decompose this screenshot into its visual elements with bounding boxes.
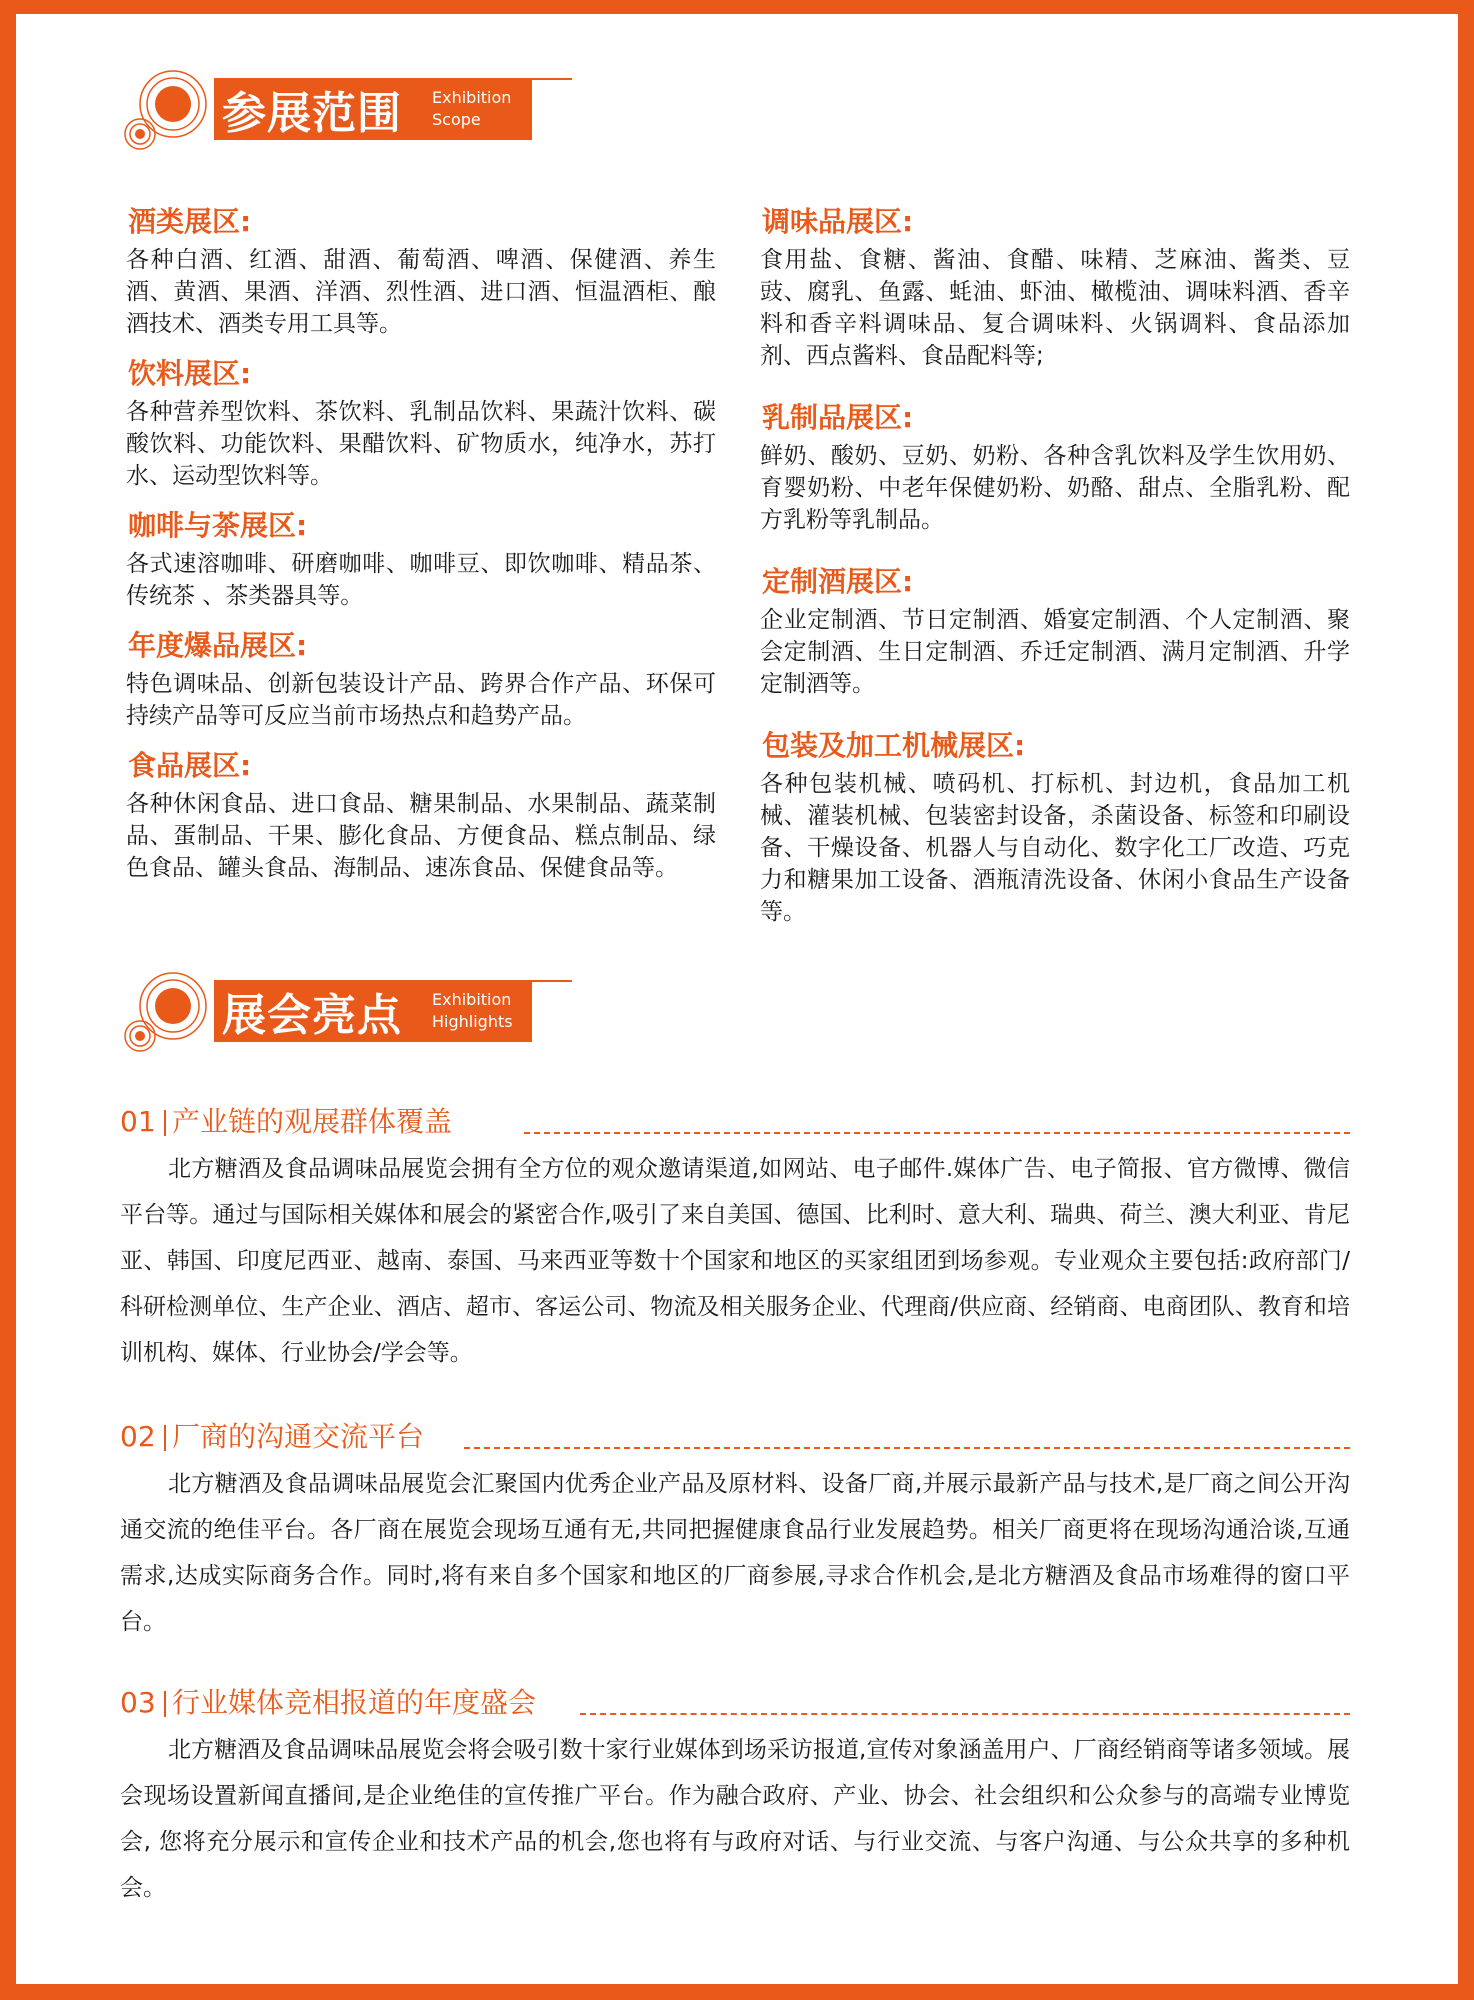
category-description: 各种营养型饮料、茶饮料、乳制品饮料、果蔬汁饮料、碳酸饮料、功能饮料、果醋饮料、矿物质水，纯净水，苏打水、运动型饮料等。 [126,399,716,489]
left-category-column [126,202,716,898]
highlight-text: 北方糖酒及食品调味品展览会汇聚国内优秀企业产品及原材料、设备厂商,并展示最新产品与技术,是厂商之间公开沟通交流的绝佳平台。各厂商在展览会现场互通有无,共同把握健康食品行业发展趋势。相关厂商更将在现场沟通洽谈,互通需求,达成实际商务合作。同时,将有来自多个国家和地区的厂商参展,寻求合作机会,是北方糖酒及食品市场难得的窗口平台。 [120,1471,1350,1635]
highlight-heading [120,1683,1350,1723]
category-description: 各种休闲食品、进口食品、糖果制品、水果制品、蔬菜制品、蛋制品、干果、膨化食品、方便食品、糕点制品、绿色食品、罐头食品、海制品、速冻食品、保健食品等。 [126,791,716,881]
category-title: 饮料展区: [128,357,252,390]
category-description: 企业定制酒、节日定制酒、婚宴定制酒、个人定制酒、聚会定制酒、生日定制酒、乔迁定制酒、满月定制酒、升学定制酒等。 [760,607,1350,697]
highlight-number: 01 [120,1105,156,1138]
section-subtitle [432,87,511,131]
highlight-title: 产业链的观展群体覆盖 [172,1105,453,1138]
section-subtitle-line1: Exhibition [432,88,512,107]
highlight-block [120,1683,1350,1911]
highlight-text: 北方糖酒及食品调味品展览会拥有全方位的观众邀请渠道,如网站、电子邮件.媒体广告、电子简报、官方微博、微信平台等。通过与国际相关媒体和展会的紧密合作,吸引了来自美国、德国、比利时、意大利、瑞典、荷兰、澳大利亚、肯尼亚、韩国、印度尼西亚、越南、泰国、马来西亚等数十个国家和地区的买家组团到场参观。专业观众主要包括:政府部门/科研检测单位、生产企业、酒店、超市、客运公司、物流及相关服务企业、代理商/供应商、经销商、电商团队、教育和培训机构、媒体、行业协会/学会等。 [120,1156,1350,1366]
section-banner [214,980,532,1042]
category-block [760,202,1350,372]
highlight-divider [164,1425,166,1451]
banner-rule [532,980,572,982]
category-block [760,398,1350,536]
category-block [760,562,1350,700]
highlight-heading [120,1102,1350,1142]
highlight-block [120,1102,1350,1376]
category-description: 各种包装机械、喷码机、打标机、封边机，食品加工机械、灌装机械、包装密封设备，杀菌设备、标签和印刷设备、干燥设备、机器人与自动化、数字化工厂改造、巧克力和糖果加工设备、酒瓶清洗设备、休闲小食品生产设备等。 [760,771,1350,925]
dotted-rule [524,1132,1350,1134]
dotted-rule [580,1713,1350,1715]
category-title: 咖啡与茶展区: [128,509,308,542]
highlight-heading [120,1417,1350,1457]
category-block [126,354,716,492]
category-block [126,626,716,732]
highlight-number: 03 [120,1686,156,1719]
highlight-block [120,1417,1350,1645]
category-block [126,202,716,340]
category-title: 食品展区: [128,749,252,782]
right-category-column [760,202,1350,942]
highlight-text: 北方糖酒及食品调味品展览会将会吸引数十家行业媒体到场采访报道,宣传对象涵盖用户、厂商经销商等诸多领域。展会现场设置新闻直播间,是企业绝佳的宣传推广平台。作为融合政府、产业、协会、社会组织和公众参与的高端专业博览会, 您将充分展示和宣传企业和技术产品的机会,您也将有与政府对话、与行业交流、与客户沟通、与公众共享的多种机会。 [120,1737,1350,1901]
section-subtitle-line1: Exhibition [432,990,512,1009]
category-description: 各式速溶咖啡、研磨咖啡、咖啡豆、即饮咖啡、精品茶、传统茶 、茶类器具等。 [126,551,716,609]
category-block [126,746,716,884]
section-subtitle-line2: Highlights [432,1012,513,1031]
category-description: 特色调味品、创新包装设计产品、跨界合作产品、环保可持续产品等可反应当前市场热点和趋势产品。 [126,671,716,729]
category-block [126,506,716,612]
category-title: 年度爆品展区: [128,629,308,662]
highlight-title: 厂商的沟通交流平台 [172,1420,425,1453]
category-title: 酒类展区: [128,205,252,238]
highlight-divider [164,1691,166,1717]
highlight-number: 02 [120,1420,156,1453]
category-title: 调味品展区: [762,205,914,238]
section-subtitle-line2: Scope [432,110,481,129]
category-title: 定制酒展区: [762,565,914,598]
section-banner [214,78,532,140]
category-description: 各种白酒、红酒、甜酒、葡萄酒、啤酒、保健酒、养生酒、黄酒、果酒、洋酒、烈性酒、进口酒、恒温酒柜、酿酒技术、酒类专用工具等。 [126,247,716,337]
category-description: 食用盐、食糖、酱油、食醋、味精、芝麻油、酱类、豆豉、腐乳、鱼露、蚝油、虾油、橄榄油、调味料酒、香辛料和香辛料调味品、复合调味料、火锅调料、食品添加剂、西点酱料、食品配料等; [760,247,1350,369]
category-title: 包装及加工机械展区: [762,729,1026,762]
section-header-scope [118,70,578,160]
section-title: 参展范围 [222,88,402,139]
highlight-divider [164,1110,166,1136]
highlight-title: 行业媒体竞相报道的年度盛会 [172,1686,537,1719]
section-subtitle [432,989,513,1033]
category-description: 鲜奶、酸奶、豆奶、奶粉、各种含乳饮料及学生饮用奶、育婴奶粉、中老年保健奶粉、奶酪、甜点、全脂乳粉、配方乳粉等乳制品。 [760,443,1350,533]
section-header-highlights [118,972,578,1062]
target-circles-icon [118,972,228,1062]
banner-rule [532,78,572,80]
category-block [760,726,1350,928]
category-title: 乳制品展区: [762,401,914,434]
section-title: 展会亮点 [222,990,402,1041]
dotted-rule [464,1447,1350,1449]
target-circles-icon [118,70,228,160]
